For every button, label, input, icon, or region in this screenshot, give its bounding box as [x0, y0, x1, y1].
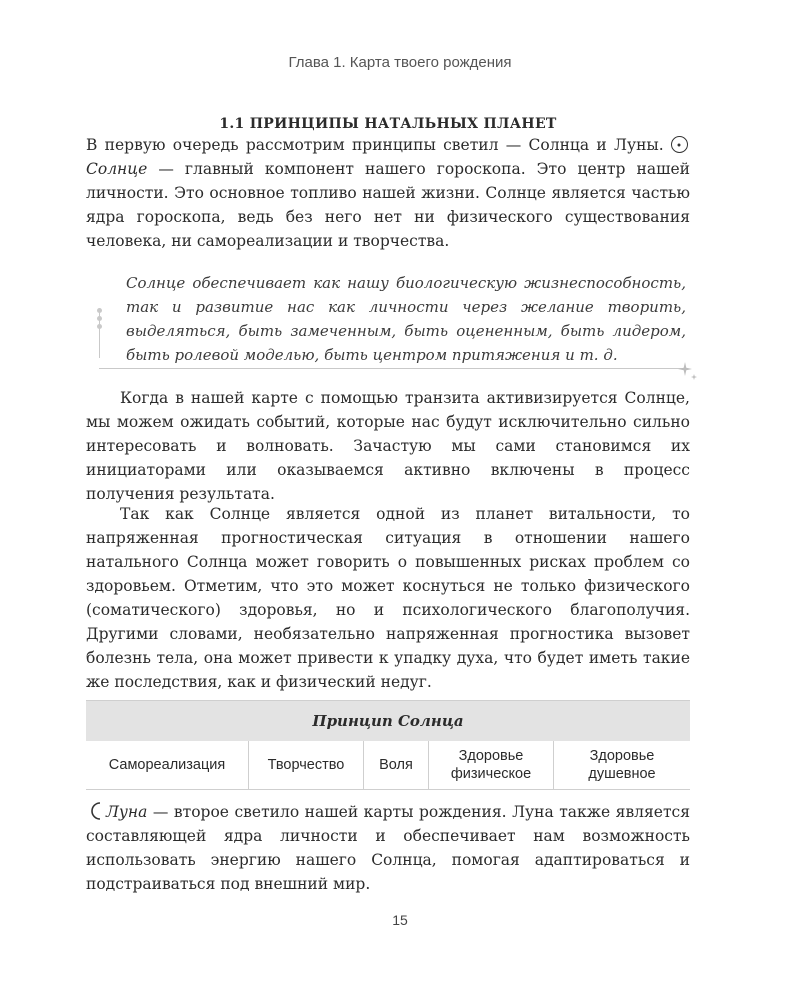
- table-row: [86, 741, 690, 790]
- paragraph-intro: [86, 133, 690, 253]
- sparkle-icon: [676, 360, 700, 384]
- table-cell: Творчество: [249, 741, 364, 790]
- table-header: Принцип Солнца: [86, 701, 690, 742]
- sun-principle-table: [86, 700, 690, 790]
- section-title: 1.1 ПРИНЦИПЫ НАТАЛЬНЫХ ПЛАНЕТ: [219, 116, 557, 132]
- crescent-moon-icon: [86, 270, 114, 298]
- table-cell: Здоровье физическое: [429, 741, 554, 790]
- moon-description: — второе светило нашей карты рождения. Луна также является составляющей ядра личности и обеспечивает нам возможность использовать энергию нашего Солнца, помогая адаптироваться и подстраиваться под внешний мир.: [86, 803, 690, 893]
- sun-term: Солнце: [86, 160, 148, 178]
- crescent-moon-icon: [86, 802, 106, 820]
- sun-icon: [671, 136, 688, 153]
- paragraph-vitality: Так как Солнце является одной из планет витальности, то напряженная прогностическая ситуация в отношении нашего натального Солнца может говорить о повышенных рисках проблем со здоровьем. Отметим, что это может коснуться не только физического (соматического) здоровья, но и психологического благополучия. Другими словами, необязательно напряженная прогностика вызовет болезнь тела, она может привести к упадку духа, что будет иметь такие же последствия, как и физический недуг.: [86, 505, 690, 691]
- table-cell: Самореализация: [86, 741, 249, 790]
- page-number: 15: [392, 912, 408, 928]
- running-head: Глава 1. Карта твоего рождения: [288, 54, 512, 71]
- quote-text: Солнце обеспечивает как нашу биологическую жизнеспособность, так и развитие нас как личности через желание творить, выделяться, быть замеченным, быть оцененным, быть лидером, быть ролевой моделью, быть центром притяжения и т. д.: [126, 274, 686, 364]
- sun-description: — главный компонент нашего гороскопа. Это центр нашей личности. Это основное топливо нашей жизни. Солнце является частью ядра гороскопа, ведь без него нет ни физического существования человека, ни самореализации и творчества.: [86, 160, 690, 250]
- table-cell: Воля: [364, 741, 429, 790]
- moon-term: Луна: [106, 803, 148, 821]
- paragraph-transit: Когда в нашей карте с помощью транзита активизируется Солнце, мы можем ожидать событий, которые нас будут исключительно сильно интересовать и волновать. Зачастую мы сами становимся их инициаторами или оказываемся активно включены в процесс получения результата.: [86, 389, 690, 503]
- quote-rule-horizontal: [99, 368, 684, 369]
- quote-rule-vertical: [99, 310, 100, 358]
- intro-line: В первую очередь рассмотрим принципы светил — Солнца и Луны.: [86, 136, 664, 154]
- quote-box: [86, 268, 698, 374]
- table-cell: Здоровье душевное: [554, 741, 691, 790]
- paragraph-moon: [86, 800, 690, 896]
